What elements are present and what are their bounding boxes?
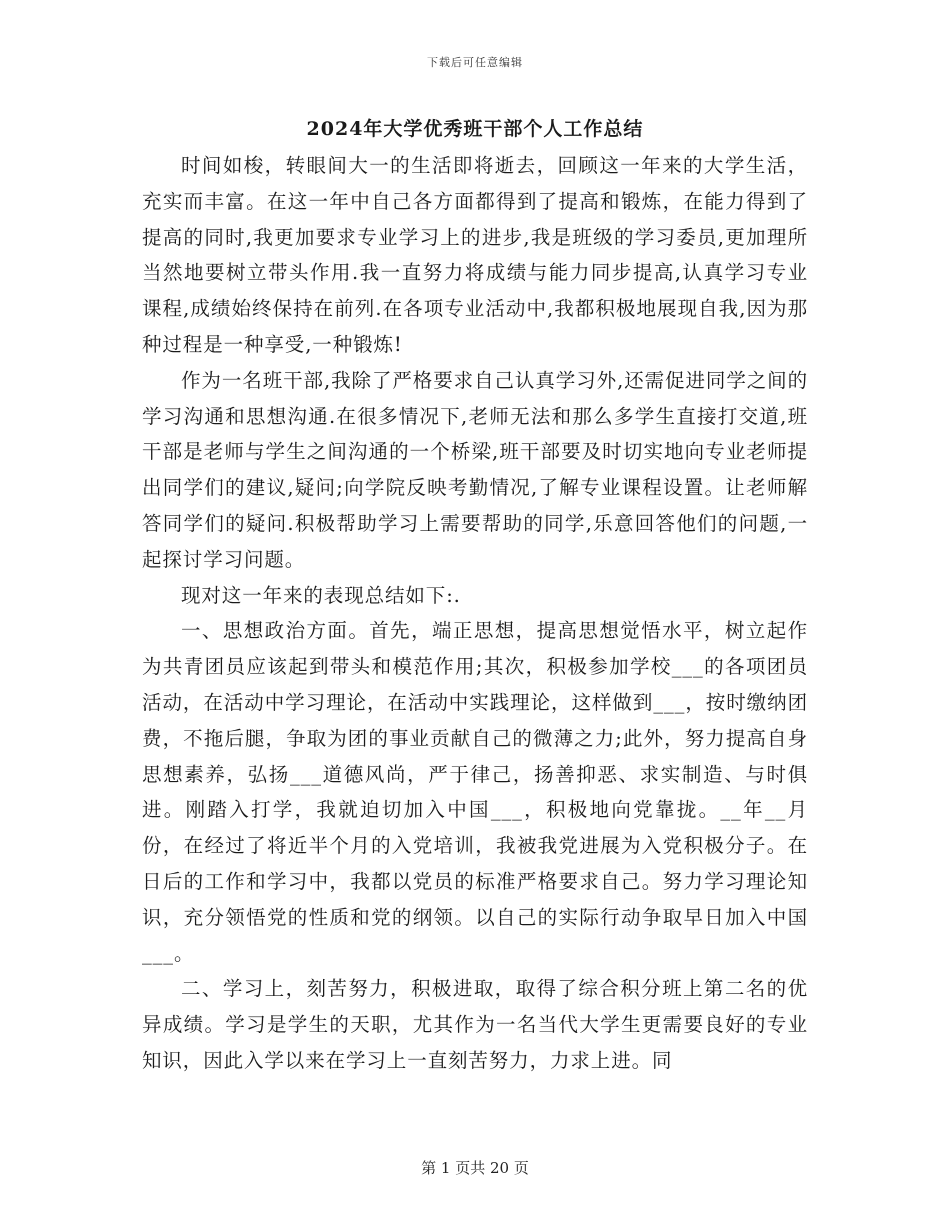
document-title: 2024年大学优秀班干部个人工作总结 [306,118,644,140]
page-number: 第 1 页共 20 页 [421,1159,529,1177]
document-body [142,148,808,1079]
header-note: 下载后可任意编辑 [427,56,523,69]
paragraph-4: 一、思想政治方面。首先，端正思想，提高思想觉悟水平，树立起作为共青团员应该起到带头和模范作用;其次，积极参加学校___的各项团员活动，在活动中学习理论，在活动中实践理论，这样做到___，按时缴纳团费，不拖后腿，争取为团的事业贡献自己的微薄之力;此外，努力提高自身思想素养，弘扬___道德风尚，严于律己，扬善抑恶、求实制造、与时俱进。刚踏入打学，我就迫切加入中国___，积极地向党靠拢。__年__月份，在经过了将近半个月的入党培训，我被我党进展为入党积极分子。在日后的工作和学习中，我都以党员的标准严格要求自己。努力学习理论知识，充分领悟党的性质和党的纲领。以自己的实际行动争取早日加入中国___。 [142,619,808,965]
paragraph-3: 现对这一年来的表现总结如下:. [181,583,461,607]
paragraph-2: 作为一名班干部,我除了严格要求自己认真学习外,还需促进同学之间的学习沟通和思想沟通.在很多情况下,老师无法和那么多学生直接打交道,班干部是老师与学生之间沟通的一个桥梁,班干部要及时切实地向专业老师提出同学们的建议,疑问;向学院反映考勤情况,了解专业课程设置。让老师解答同学们的疑问.积极帮助学习上需要帮助的同学,乐意回答他们的问题,一起探讨学习问题。 [142,368,808,571]
paragraph-1: 时间如梭，转眼间大一的生活即将逝去，回顾这一年来的大学生活，充实而丰富。在这一年中自己各方面都得到了提高和锻炼，在能力得到了提高的同时,我更加要求专业学习上的进步,我是班级的学习委员,更加理所当然地要树立带头作用.我一直努力将成绩与能力同步提高,认真学习专业课程,成绩始终保持在前列.在各项专业活动中,我都积极地展现自我,因为那种过程是一种享受,一种锻炼! [142,154,808,356]
paragraph-5: 二、学习上，刻苦努力，积极进取，取得了综合积分班上第二名的优异成绩。学习是学生的天职，尤其作为一名当代大学生更需要良好的专业知识，因此入学以来在学习上一直刻苦努力，力求上进。同 [142,977,808,1072]
